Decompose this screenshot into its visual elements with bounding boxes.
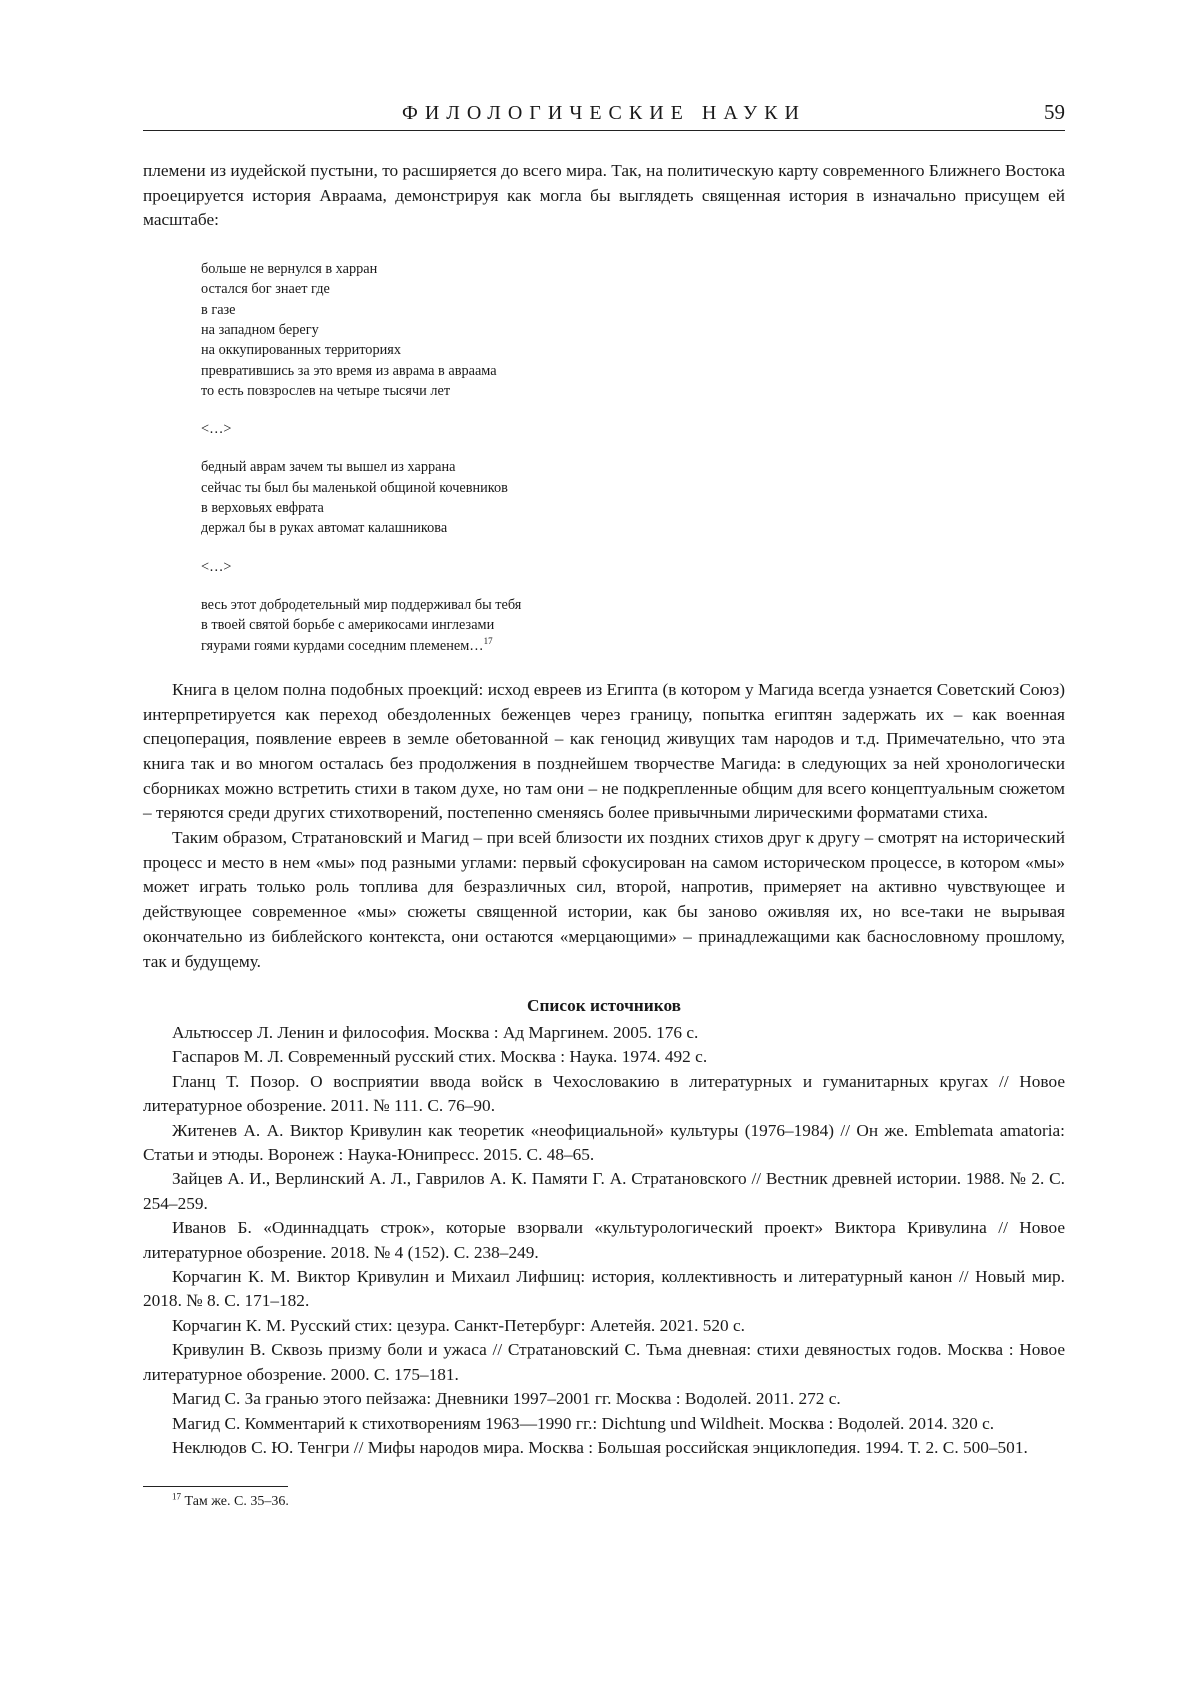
body-paragraph: Таким образом, Стратановский и Магид – при всей близости их поздних стихов друг к другу – смотрят на исторический процесс и место в нем «мы» под разными углами: первый сфокусирован на самом историческом процессе, в котором «мы» может играть только роль топлива для безразличных сил, второй, напротив, примеряет на активно чувствующее и действующее современное «мы» сюжеты священной истории, как бы заново оживляя их, но все-таки не вырывая окончательно из библейского контекста, они остаются «мерцающими» – принадлежащими как баснословному прошлому, так и будущему. [143,828,1065,971]
poem-line: сейчас ты был бы маленькой общиной кочевников [201,479,508,496]
footnote-divider [143,1486,288,1487]
poem-stanza-3 [201,595,1065,656]
poem-line: в твоей святой борьбе с америкосами инглезами [201,617,495,634]
poem-stanza-1 [201,259,1065,401]
reference-item: Кривулин В. Сквозь призму боли и ужаса // Стратановский С. Тьма дневная: стихи девяностых годов. Москва : Новое литературное обозрение. 2000. С. 175–181. [143,1340,1065,1384]
footnote-17 [143,1493,1065,1511]
poem-stanza-2 [201,457,1065,538]
poem-line: весь этот добродетельный мир поддерживал бы тебя [201,596,522,613]
poem-line: в газе [201,301,236,318]
page [143,100,1065,1511]
running-header [143,100,1065,131]
journal-title: ФИЛОЛОГИЧЕСКИЕ НАУКИ [402,102,806,124]
reference-item: Магид С. Комментарий к стихотворениям 1963—1990 гг.: Dichtung und Wildheit. Москва : Водолей. 2014. 320 с. [172,1413,995,1433]
sources-heading: Список источников [527,996,681,1016]
reference-item: Магид С. За гранью этого пейзажа: Дневники 1997–2001 гг. Москва : Водолей. 2011. 272 с. [172,1389,841,1409]
reference-item: Корчагин К. М. Виктор Кривулин и Михаил Лифшиц: история, коллективность и литературный канон // Новый мир. 2018. № 8. С. 171–182. [143,1267,1065,1311]
poem-line: на западном берегу [201,322,319,338]
footnote-text: Там же. С. 35–36. [184,1494,289,1510]
poem-line: на оккупированных территориях [201,342,401,359]
footnote-marker[interactable]: 17 [483,635,493,646]
reference-item: Корчагин К. М. Русский стих: цезура. Санкт-Петербург: Алетейя. 2021. 520 с. [172,1315,746,1335]
reference-item: Гаспаров М. Л. Современный русский стих. Москва : Наука. 1974. 492 с. [172,1047,708,1067]
body-paragraph: Книга в целом полна подобных проекций: исход евреев из Египта (в котором у Магида всегда узнается Советский Союз) интерпретируется как переход обездоленных беженцев через границу, попытка египтян задержать их – как военная спецоперация, появление евреев в земле обетованной – как геноцид живущих там народов и т.д. Примечательно, что эта книга так и во многом осталась без продолжения в позднейшем творчестве Магида: в следующих за ней хронологически сборниках можно встретить стихи в таком духе, но там они – не подкрепленные общим для всего концептуальным сюжетом – теряются среди других стихотворений, постепенно сменяясь более привычными лирическими форматами стиха. [143,679,1065,823]
poem-line: держал бы в руках автомат калашникова [201,520,448,537]
poem-line: то есть повзрослев на четыре тысячи лет [201,382,451,399]
poem-line: остался бог знает где [201,281,330,298]
page-number: 59 [1044,100,1065,124]
reference-item: Гланц Т. Позор. О восприятии ввода войск в Чехословакию в литературных и гуманитарных кругах // Новое литературное обозрение. 2011. № 111. С. 76–90. [143,1071,1065,1116]
poem-ellipsis: <…> [201,558,232,575]
sources-list [143,1021,1065,1460]
poem-line-last [201,636,1065,656]
reference-item: Зайцев А. И., Верлинский А. Л., Гаврилов А. К. Памяти Г. А. Стратановского // Вестник древней истории. 1988. № 2. С. 254–259. [143,1169,1065,1213]
intro-paragraph: племени из иудейской пустыни, то расширяется до всего мира. Так, на политическую карту современного Ближнего Востока проецируется история Авраама, демонстрируя как могла бы выглядеть священная история в изначально присущем ей масштабе: [143,161,1065,230]
poem-last-line-text: гяурами гоями курдами соседним племенем… [201,637,484,654]
footnotes [143,1486,1065,1511]
reference-item: Неклюдов С. Ю. Тенгри // Мифы народов мира. Москва : Большая российская энциклопедия. 1994. Т. 2. С. 500–501. [172,1437,1028,1457]
poem-line: превратившись за это время из аврама в авраама [201,362,497,379]
poem-quote [201,259,1065,656]
reference-item: Альтюссер Л. Ленин и философия. Москва : Ад Маргинем. 2005. 176 с. [172,1023,699,1042]
poem-line: бедный аврам зачем ты вышел из харрана [201,459,456,476]
reference-item: Иванов Б. «Одиннадцать строк», которые взорвали «культурологический проект» Виктора Кривулина // Новое литературное обозрение. 2018. № 4 (152). С. 238–249. [143,1218,1065,1262]
poem-line: в верховьях евфрата [201,500,324,517]
poem-ellipsis: <…> [201,421,232,438]
poem-line: больше не вернулся в харран [201,261,378,278]
footnote-number: 17 [172,1491,181,1502]
reference-item: Житенев А. А. Виктор Кривулин как теоретик «неофициальной» культуры (1976–1984) // Он же. Emblemata amatoria: Статьи и этюды. Воронеж : Наука-Юнипресс. 2015. С. 48–65. [143,1120,1065,1165]
